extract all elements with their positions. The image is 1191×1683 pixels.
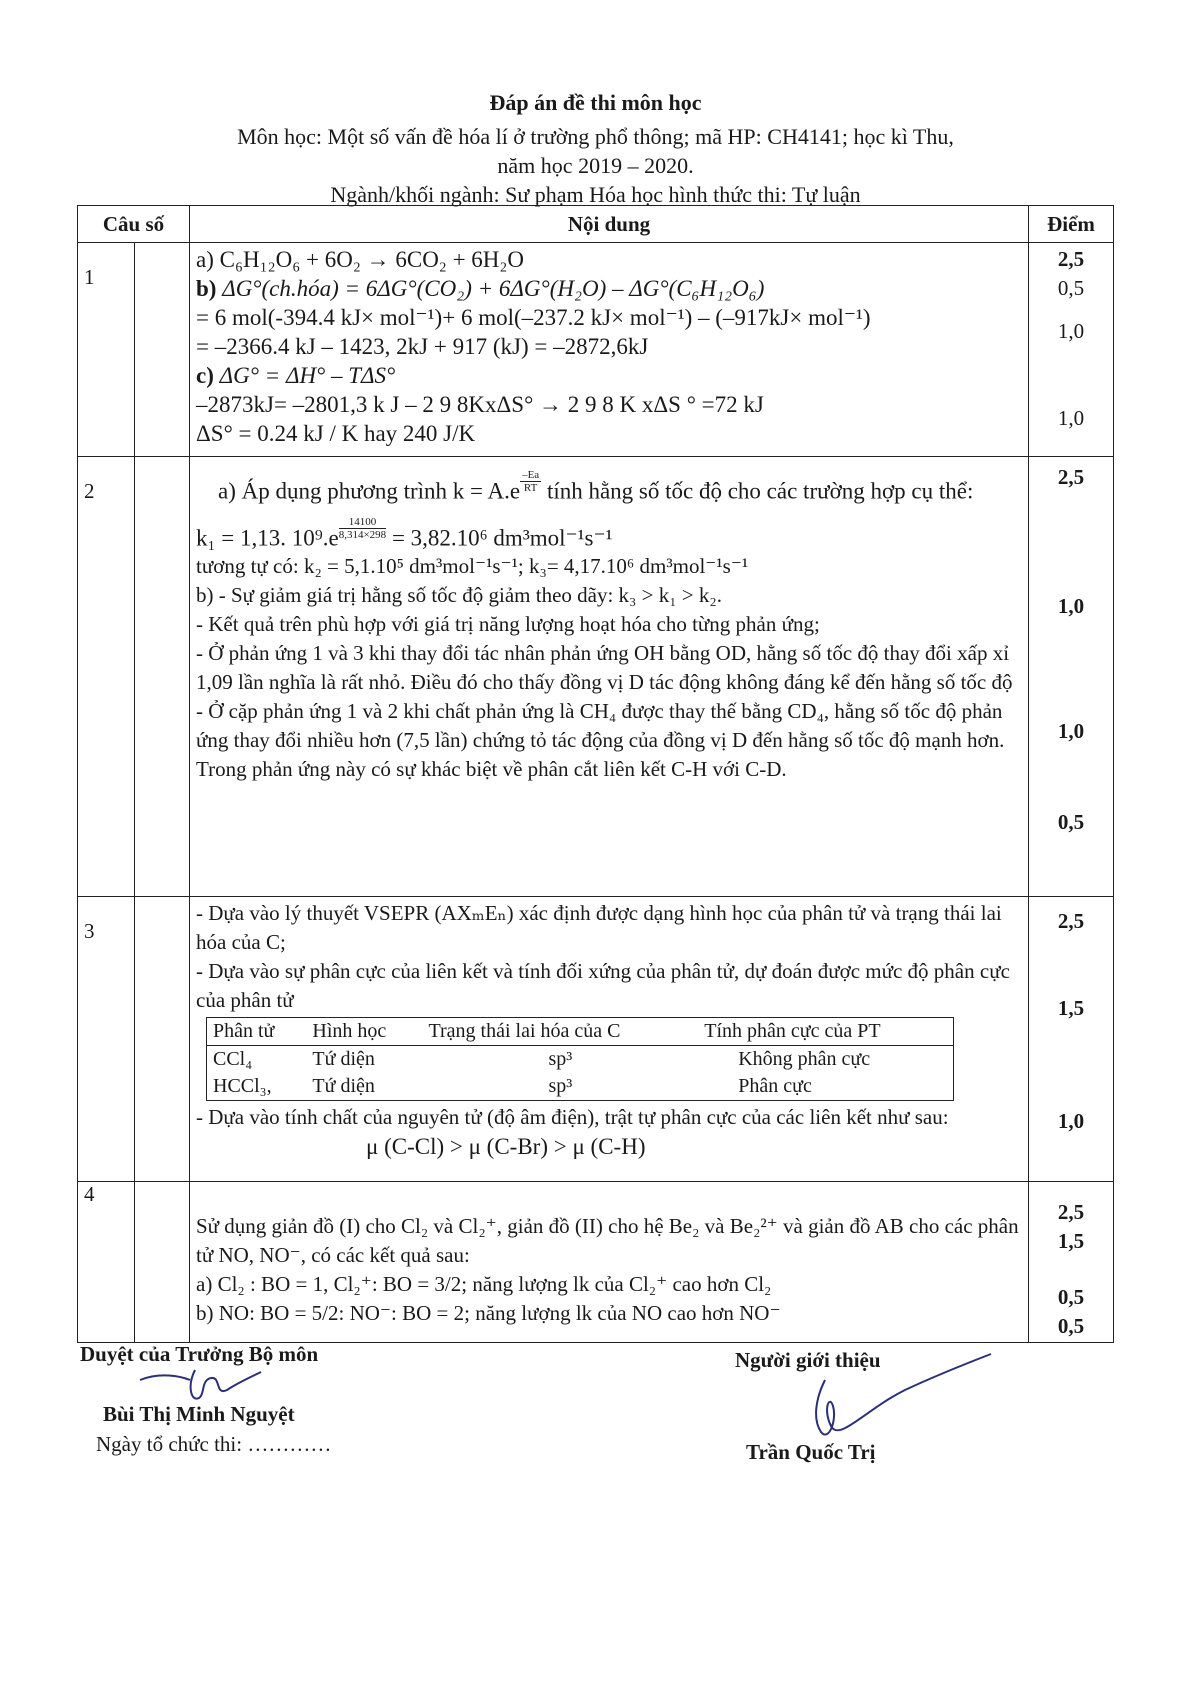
q1-part-a: a) C₆H₁₂O₆ + 6O₂ → 6CO₂ + 6H₂O bbox=[196, 247, 525, 272]
polarity-cell: Không phân cực bbox=[738, 1048, 871, 1070]
q2-score-b2: 0,5 bbox=[1057, 810, 1085, 834]
q4-line3: b) NO: BO = 5/2: NO⁻: BO = 2; năng lượng lk của NO cao hơn NO⁻ bbox=[196, 1301, 781, 1325]
q1-c-label: c) bbox=[196, 363, 214, 388]
q2-b3: - Ở phản ứng 1 và 3 khi thay đổi tác nhân phản ứng OH bằng OD, hằng số tốc độ thay đổi xấp xỉ 1,09 lần nghĩa là rất nhỏ. Điều đó cho thấy đồng vị D tác động không đáng kể đến hằng số tốc độ bbox=[196, 641, 1013, 695]
q1-part-b bbox=[196, 274, 1022, 303]
presenter-signature bbox=[795, 1350, 995, 1450]
presenter-title: Người giới thiệu bbox=[735, 1348, 881, 1372]
col-score-header: Điểm bbox=[1029, 206, 1114, 243]
question-number: 1 bbox=[78, 243, 135, 457]
q2-score-a: 1,0 bbox=[1057, 594, 1085, 618]
table-row bbox=[78, 897, 1114, 1182]
hybrid-cell: sp³ bbox=[548, 1075, 573, 1097]
molecule-row bbox=[207, 1046, 954, 1074]
geometry-cell: Tứ diện bbox=[312, 1048, 375, 1070]
q2-b4: - Ở cặp phản ứng 1 và 2 khi chất phản ứng là CH₄ được thay thế bằng CD₄, hằng số tốc độ phản ứng thay đổi nhiều hơn (7,5 lần) chứng tỏ tác động của đồng vị D đến hằng số tốc độ mạnh hơn. Trong phản ứng này có sự khác biệt về phân cắt liên kết C-H với C-D. bbox=[196, 699, 1005, 782]
question-number: 4 bbox=[78, 1182, 135, 1343]
q1-part-c bbox=[196, 361, 1022, 390]
major-line: Ngành/khối ngành: Sư phạm Hóa học hình thức thi: Tự luận bbox=[330, 182, 861, 207]
q2-part-a bbox=[196, 469, 1022, 506]
table-row bbox=[78, 457, 1114, 897]
q2-b1: b) - Sự giảm giá trị hằng số tốc độ giảm theo dãy: k₃ > k₁ > k₂. bbox=[196, 583, 722, 608]
q3-score-table: 1,5 bbox=[1057, 996, 1085, 1020]
presenter-name: Trần Quốc Trị bbox=[746, 1440, 876, 1464]
q4-score-a: 0,5 bbox=[1057, 1285, 1085, 1309]
q2-k1-exp-den: 8,314×298 bbox=[338, 528, 387, 541]
q1-b-formula: ΔG°(ch.hóa) = 6ΔG°(CO₂) + 6ΔG°(H₂O) – ΔG°(C₆H₁₂O₆) bbox=[222, 276, 765, 301]
q1-b-line2: = 6 mol(-394.4 kJ× mol⁻¹)+ 6 mol(–237.2 kJ× mol⁻¹) – (–917kJ× mol⁻¹) bbox=[196, 305, 871, 330]
q2-k1 bbox=[196, 516, 1022, 553]
question-content bbox=[190, 1182, 1029, 1343]
document-title: Đáp án đề thi môn học bbox=[489, 90, 702, 115]
blank-cell bbox=[135, 897, 190, 1182]
col-question-header: Câu số bbox=[78, 206, 190, 243]
q2-a-pre: a) Áp dụng phương trình k = A.e bbox=[218, 478, 521, 504]
q1-score-b2: 1,0 bbox=[1057, 319, 1085, 343]
q1-score-b: 0,5 bbox=[1057, 276, 1085, 300]
inner-head-cell: Trạng thái lai hóa của C bbox=[422, 1018, 698, 1046]
q2-k1-post: = 3,82.10⁶ dm³mol⁻¹s⁻¹ bbox=[386, 525, 613, 551]
q1-score-c: 1,0 bbox=[1057, 406, 1085, 430]
q2-a-exp-num: –Ea bbox=[522, 469, 540, 481]
table-row bbox=[78, 1182, 1114, 1343]
q2-score-total: 2,5 bbox=[1057, 465, 1085, 489]
q2-k1-exponent bbox=[339, 516, 386, 541]
blank-cell bbox=[135, 457, 190, 897]
q4-score-total: 2,5 bbox=[1057, 1200, 1085, 1224]
q1-b-label: b) bbox=[196, 276, 217, 301]
q3-score-total: 2,5 bbox=[1057, 909, 1085, 933]
q1-c-line2: –2873kJ= –2801,3 k J – 2 9 8KxΔS° → 2 9 8 K xΔS ° =72 kJ bbox=[196, 392, 764, 417]
q1-b-line3: = –2366.4 kJ – 1423, 2kJ + 917 (kJ) = –2872,6kJ bbox=[196, 334, 649, 359]
q1-score-total: 2,5 bbox=[1057, 247, 1085, 271]
molecule-cell: CCl₄ bbox=[213, 1048, 253, 1070]
q3-score-order: 1,0 bbox=[1057, 1109, 1085, 1133]
blank-cell bbox=[135, 1182, 190, 1343]
q1-c-formula: ΔG° = ΔH° – TΔS° bbox=[219, 363, 396, 388]
q2-b2: - Kết quả trên phù hợp với giá trị năng lượng hoạt hóa cho từng phản ứng; bbox=[196, 612, 820, 637]
inner-head-cell: Phân tử bbox=[207, 1018, 307, 1046]
question-score bbox=[1029, 457, 1114, 897]
q2-k2k3: tương tự có: k₂ = 5,1.10⁵ dm³mol⁻¹s⁻¹; k₃= 4,17.10⁶ dm³mol⁻¹s⁻¹ bbox=[196, 554, 749, 579]
question-number: 2 bbox=[78, 457, 135, 897]
q2-a-post: tính hằng số tốc độ cho các trường hợp cụ thể: bbox=[541, 478, 974, 504]
q3-line1: - Dựa vào lý thuyết VSEPR (AXₘEₙ) xác định được dạng hình học của phân tử và trạng thái lai hóa của C; bbox=[196, 901, 1002, 954]
blank-cell bbox=[135, 243, 190, 457]
exam-date: Ngày tổ chức thi: ………… bbox=[96, 1432, 332, 1456]
hybrid-cell: sp³ bbox=[548, 1048, 573, 1070]
q1-c-line3: ΔS° = 0.24 kJ / K hay 240 J/K bbox=[196, 421, 476, 446]
q2-k1-exp-num: 14100 bbox=[339, 516, 386, 529]
course-line: Môn học: Một số vấn đề hóa lí ở trường phổ thông; mã HP: CH4141; học kì Thu, bbox=[237, 124, 954, 149]
molecule-row bbox=[207, 1073, 954, 1101]
question-content bbox=[190, 897, 1029, 1182]
question-score bbox=[1029, 243, 1114, 457]
q3-line2: - Dựa vào sự phân cực của liên kết và tính đối xứng của phân tử, dự đoán được mức độ phân cực của phân tử bbox=[196, 959, 1010, 1012]
q3-line3: - Dựa vào tính chất của nguyên tử (độ âm điện), trật tự phân cực của các liên kết như sau: bbox=[196, 1105, 949, 1129]
geometry-cell: Tứ diện bbox=[312, 1075, 375, 1097]
molecule-cell: HCCl₃, bbox=[213, 1075, 272, 1097]
table-header-row bbox=[78, 206, 1114, 243]
question-score bbox=[1029, 897, 1114, 1182]
molecule-table bbox=[206, 1017, 954, 1101]
q2-k1-pre: k₁ = 1,13. 10⁹.e bbox=[196, 525, 339, 551]
q4-line1: Sử dụng giản đồ (I) cho Cl₂ và Cl₂⁺, giản đồ (II) cho hệ Be₂ và Be₂²⁺ và giản đồ AB cho các phân tử NO, NO⁻, có các kết quả sau: bbox=[196, 1214, 1019, 1267]
q2-a-exponent bbox=[520, 469, 541, 494]
q4-score-intro: 1,5 bbox=[1057, 1229, 1085, 1253]
polarity-cell: Phân cực bbox=[738, 1075, 812, 1097]
question-content bbox=[190, 457, 1029, 897]
approver-title: Duyệt của Trưởng Bộ môn bbox=[80, 1342, 319, 1366]
question-content bbox=[190, 243, 1029, 457]
inner-head-cell: Tính phân cực của PT bbox=[698, 1018, 953, 1046]
question-number: 3 bbox=[78, 897, 135, 1182]
inner-head-cell: Hình học bbox=[306, 1018, 422, 1046]
q2-a-exp-den: RT bbox=[523, 482, 538, 494]
q4-line2: a) Cl₂ : BO = 1, Cl₂⁺: BO = 3/2; năng lượng lk của Cl₂⁺ cao hơn Cl₂ bbox=[196, 1272, 772, 1296]
year-line: năm học 2019 – 2020. bbox=[497, 153, 694, 178]
molecule-table-header bbox=[207, 1018, 954, 1046]
q2-score-b: 1,0 bbox=[1057, 719, 1085, 743]
q4-score-b: 0,5 bbox=[1057, 1314, 1085, 1338]
q3-polarity-order: μ (C-Cl) > μ (C-Br) > μ (C-H) bbox=[366, 1134, 646, 1159]
document-header bbox=[0, 90, 1191, 209]
question-score bbox=[1029, 1182, 1114, 1343]
answer-table bbox=[77, 205, 1114, 1343]
table-row bbox=[78, 243, 1114, 457]
approver-name: Bùi Thị Minh Nguyệt bbox=[103, 1402, 295, 1426]
col-content-header: Nội dung bbox=[190, 206, 1029, 243]
